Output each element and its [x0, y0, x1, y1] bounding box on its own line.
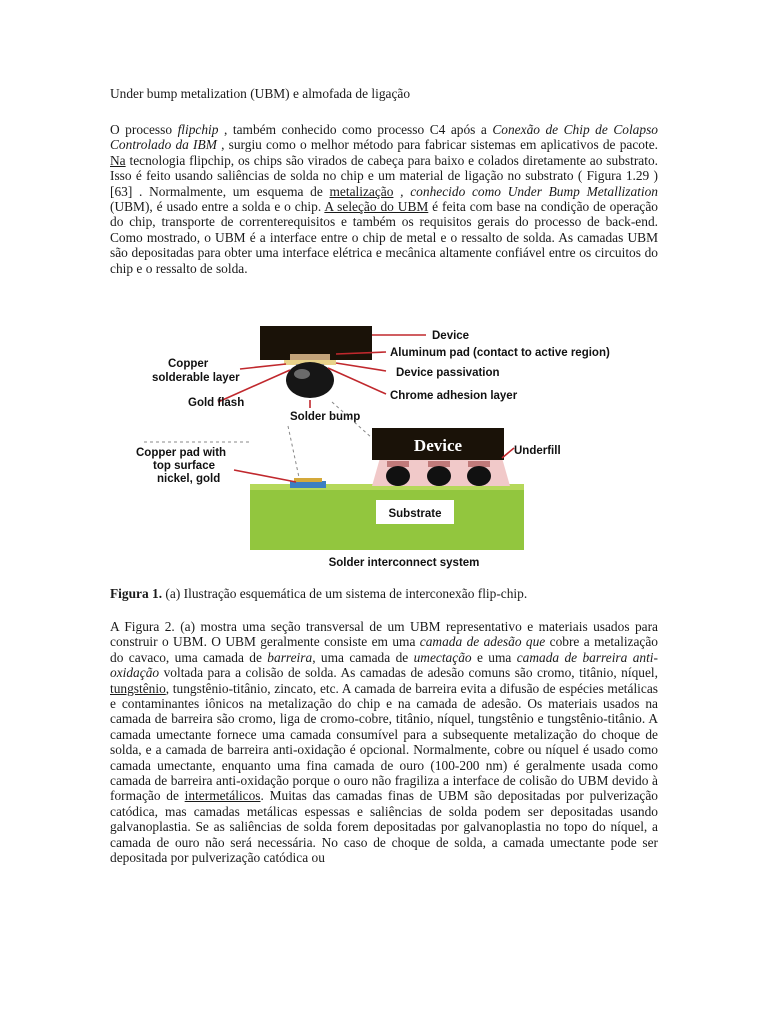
term-adesao: camada de adesão que	[419, 634, 546, 650]
solder-bump-3	[467, 466, 491, 486]
solder-bump-1	[386, 466, 410, 486]
flip-chip-figure	[110, 318, 658, 573]
label-solder-bump: Solder bump	[290, 411, 361, 423]
label-copper-pad-3: nickel, gold	[157, 473, 221, 485]
paragraph-2: A Figura 2. (a) mostra uma seção transversal de um UBM representativo e materiais usados para construir o UBM. O UBM geralmente consiste em uma camada de adesão que cobre a metalização do cavaco, uma camada de barreira, uma camada de umectação e uma camada de barreira anti-oxidação voltada para a colisão de solda. As camadas de adesão comuns são cromo, titânio, níquel, tungstênio, tungstênio-titânio, zincato, etc. A camada de barreira evita a difusão de espécies metálicas e contaminantes iônicos na metalização do chip e na camada de adesão. Os materiais usados na camada de barreira são cromo, liga de cromo-cobre, titânio, níquel, tungstênio e tungstênio-titânio. A camada umectante fornece uma camada consumível para a subsequente metalização do choque de solda, e a camada de barreira anti-oxidação é opcional. Normalmente, cobre ou níquel é usado como camada umectante, enquanto uma fina camada de ouro (100-200 nm) é geralmente usada como camada de barreira anti-oxidação porque o ouro não fragiliza a interface de colisão do UBM devido à formação de intermetálicos. Muitas das camadas finas de UBM são depositadas por pulverização catódica, mas camadas metálicas espessas e saliências de solda podem ser depositadas usando galvanoplastia. Se as saliências de solda forem depositadas por galvanoplastia no topo do níquel, a camada de ouro não será necessária. No caso de choque de solda, a camada umectante pode ser depositada por pulverização catódica ou	[110, 619, 659, 866]
paragraph-1: O processo flipchip , também conhecido como processo C4 após a Conexão de Chip de Colapso Controlado da IBM , surgiu como o melhor método para fabricar sistemas em aplicativos de pacote. Na tecnologia flipchip, os chips são virados de cabeça para baixo e colados diretamente ao substrato. Isso é feito usando saliências de solda no chip e um material de ligação no substrato ( Figura 1.29 ) [63] . Normalmente, um esquema de metalização , conhecido como Under Bump Metallization (UBM), é usado entre a solda e o chip. A seleção do UBM é feita com base na condição de operação do chip, transporte de correnterequisitos e também os requisitos gerais do processo de back-end. Como mostrado, o UBM é a interface entre o chip de metal e o ressalto de solda. As camadas UBM são depositadas para obter uma interface elétrica e mecânica altamente confiável entre os circuitos do chip e o ressalto de solda.	[110, 122, 658, 276]
section-title: Under bump metalization (UBM) e almofada de ligação	[110, 86, 411, 101]
link-tungstenio[interactable]: tungstênio	[110, 680, 166, 696]
link-selecao-ubm[interactable]: A seleção do UBM	[324, 199, 429, 215]
label-solderable-layer: solderable layer	[152, 372, 240, 384]
label-device-top: Device	[432, 330, 470, 342]
figure-caption: Figura 1. (a) Ilustração esquemática de um sistema de interconexão flip-chip.	[110, 586, 528, 601]
caption-label: Figura 1.	[110, 586, 163, 601]
label-system-caption: Solder interconnect system	[328, 557, 480, 569]
label-underfill: Underfill	[514, 445, 561, 457]
label-substrate: Substrate	[388, 508, 442, 520]
term-conexao: Conexão de Chip de Colapso Controlado da IBM	[110, 122, 658, 153]
aluminum-pad-shape	[290, 354, 330, 360]
term-barreira: barreira	[267, 649, 313, 665]
solder-bump-2	[427, 466, 451, 486]
label-device-bottom: Device	[413, 436, 463, 455]
label-gold-flash: Gold flash	[188, 397, 245, 409]
term-anti-oxidacao: camada de barreira anti-oxidação	[110, 649, 658, 681]
label-copper: Copper	[168, 358, 209, 370]
label-copper-pad-1: Copper pad with	[136, 447, 227, 459]
label-device-passivation: Device passivation	[396, 367, 500, 379]
top-solder-bump	[286, 362, 334, 398]
label-chrome-adhesion: Chrome adhesion layer	[390, 390, 518, 402]
label-aluminum-pad: Aluminum pad (contact to active region)	[390, 347, 610, 359]
term-flipchip: flipchip	[177, 122, 219, 137]
link-intermetalicos[interactable]: intermetálicos	[184, 788, 261, 804]
link-na[interactable]: Na	[110, 152, 126, 168]
label-copper-pad-2: top surface	[153, 460, 215, 472]
term-ubm: conhecido como Under Bump Metallization	[410, 183, 658, 199]
link-metalizacao[interactable]: metalização	[329, 183, 394, 199]
term-umectacao: umectação	[413, 649, 472, 665]
